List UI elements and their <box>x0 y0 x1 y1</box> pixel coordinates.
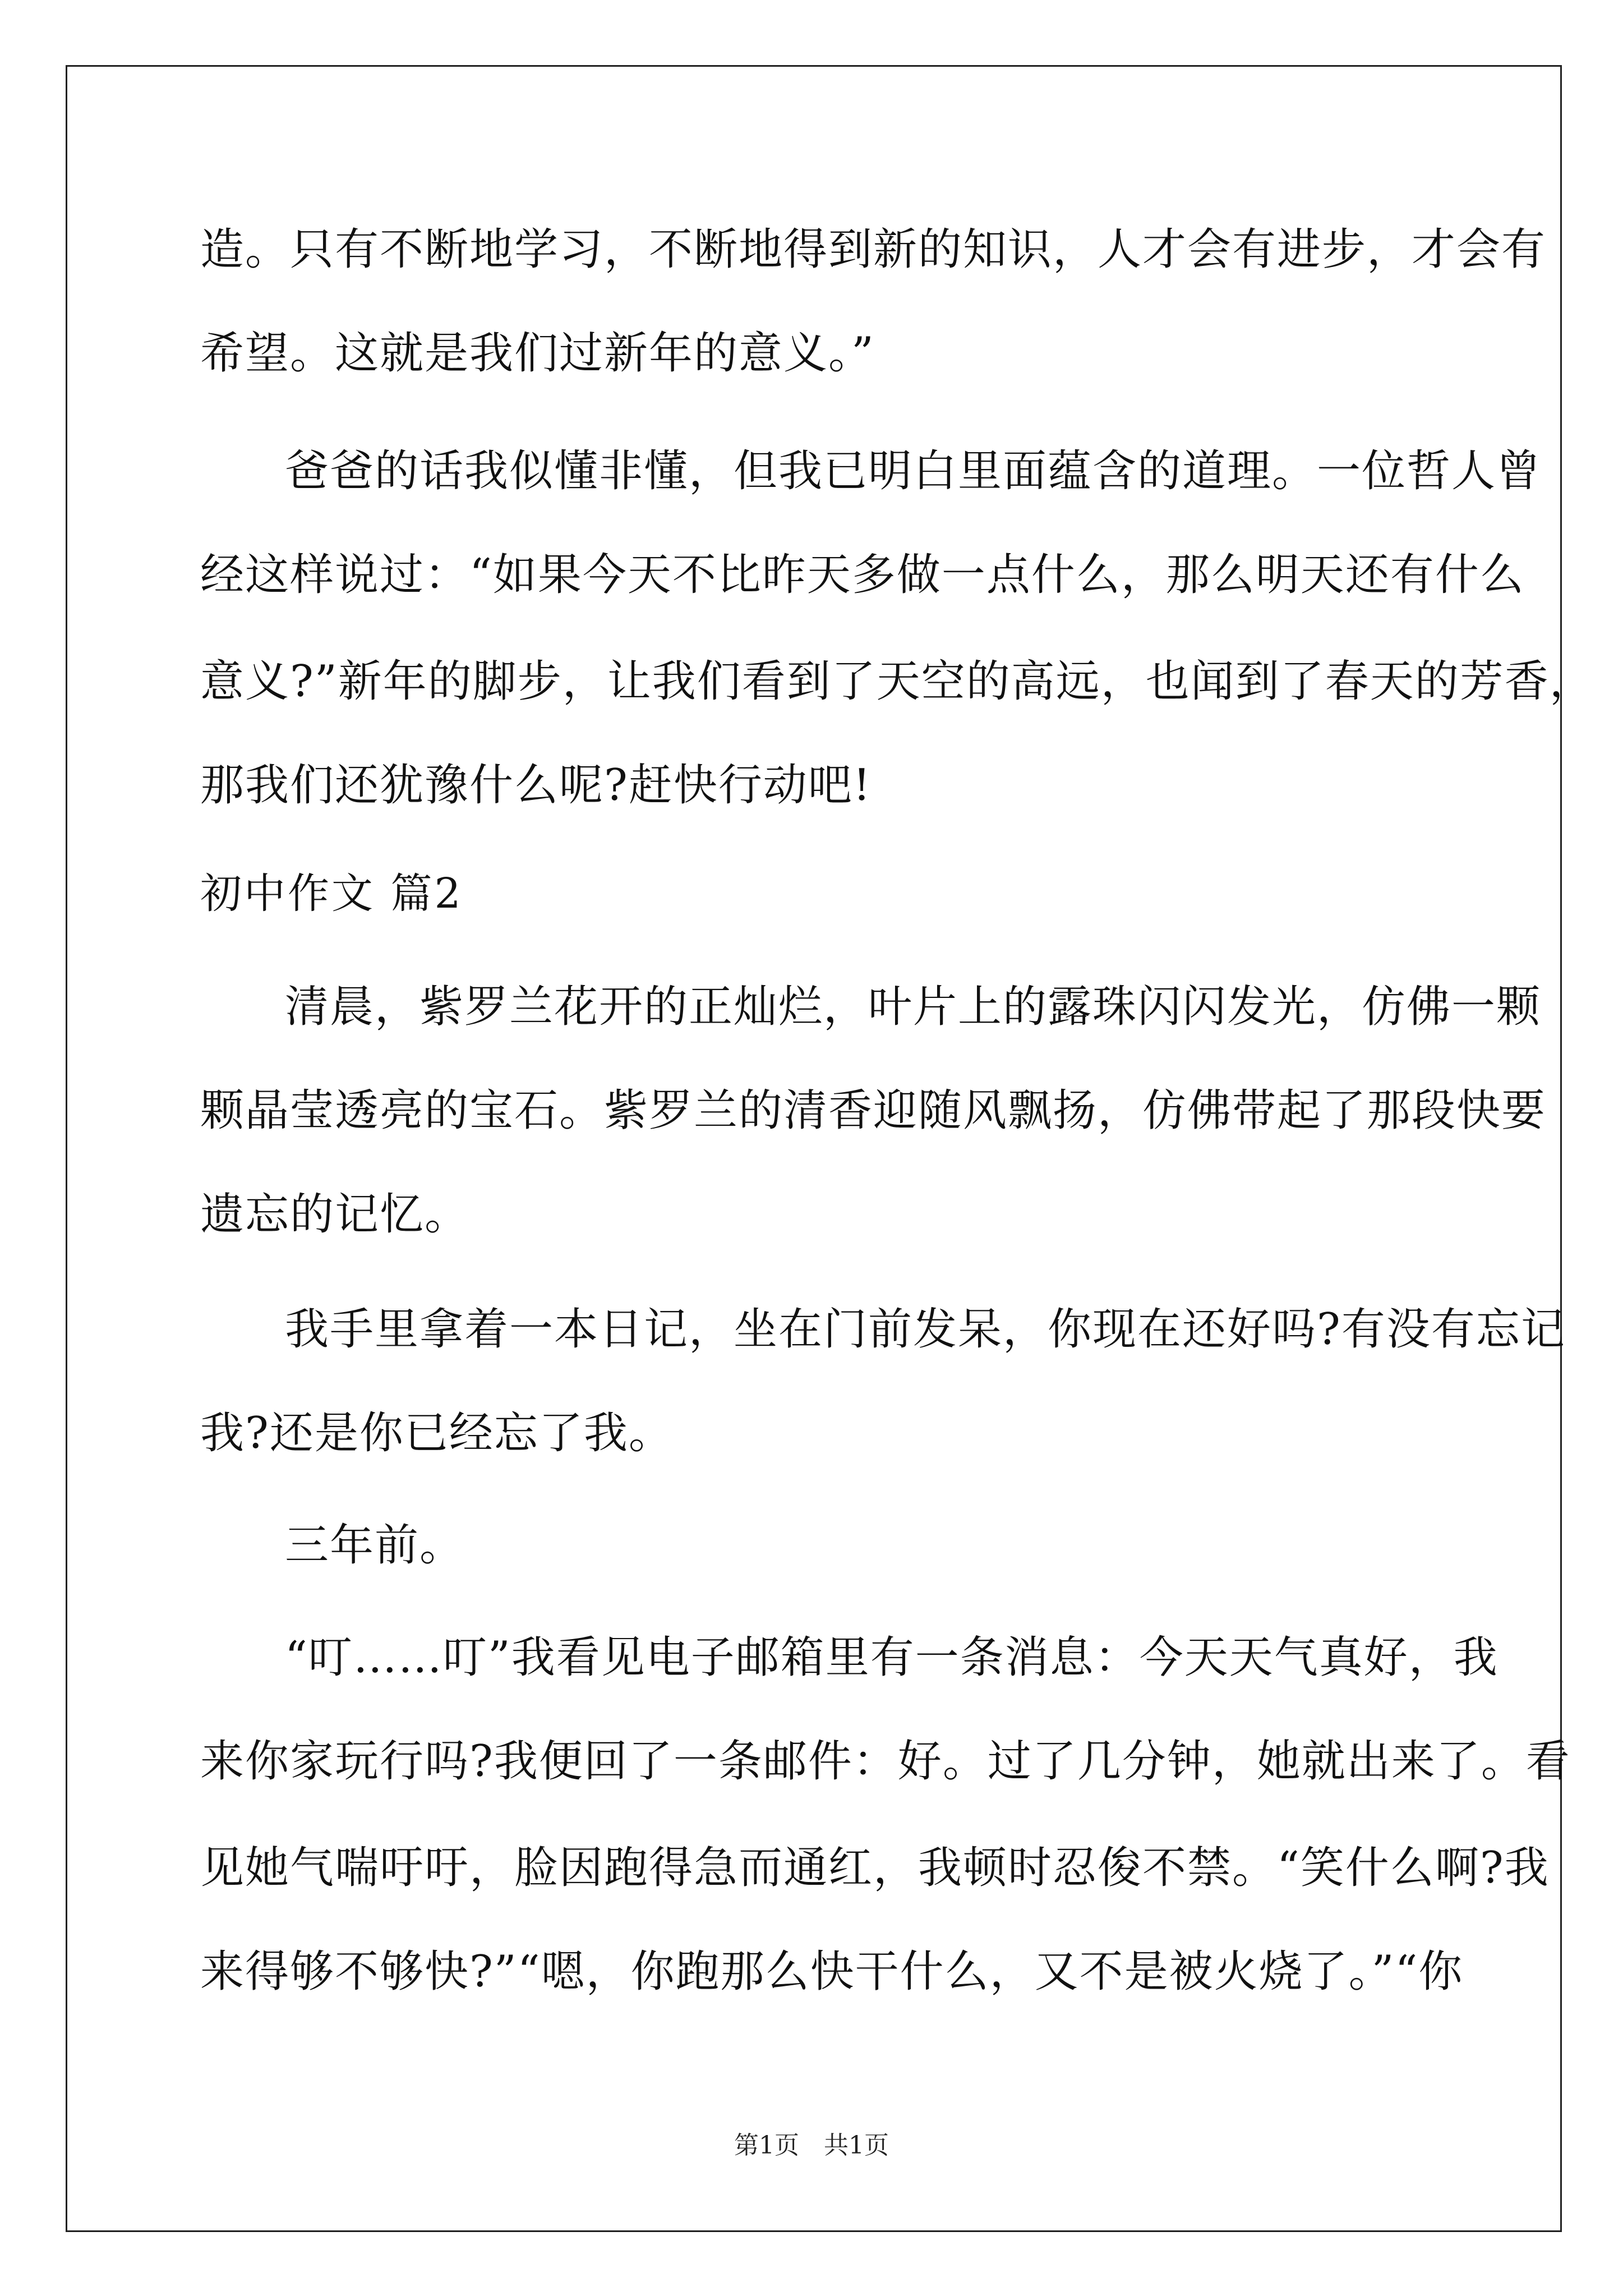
text-line: 我?还是你已经忘了我。 <box>200 1408 674 1458</box>
page-number: 第1页 共1页 <box>734 2131 889 2160</box>
text-line: 希望。这就是我们过新年的意义。” <box>200 328 875 379</box>
page-border <box>66 65 1562 2232</box>
text-line: 那我们还犹豫什么呢?赶快行动吧! <box>200 760 872 811</box>
text-line: 来你家玩行吗?我便回了一条邮件：好。过了几分钟，她就出来了。看 <box>200 1736 1571 1787</box>
text-line: 爸爸的话我似懂非懂，但我已明白里面蕴含的道理。一位哲人曾 <box>285 446 1542 496</box>
text-line: 意义?”新年的脚步，让我们看到了天空的高远，也闻到了春天的芳香， <box>200 656 1594 707</box>
text-line: 造。只有不断地学习，不断地得到新的知识，人才会有进步，才会有 <box>200 224 1547 275</box>
text-line: 见她气喘吁吁，脸因跑得急而通红，我顿时忍俊不禁。“笑什么啊?我 <box>200 1843 1550 1893</box>
text-line: 遗忘的记忆。 <box>200 1189 470 1240</box>
text-line: 经这样说过：“如果今天不比昨天多做一点什么，那么明天还有什么 <box>200 550 1525 600</box>
text-line: 三年前。 <box>285 1520 465 1571</box>
text-line: 来得够不够快?”“嗯，你跑那么快干什么，又不是被火烧了。”“你 <box>200 1947 1464 1997</box>
text-line: “叮……叮”我看见电子邮箱里有一条消息：今天天气真好，我 <box>285 1632 1498 1683</box>
text-line: 清晨，紫罗兰花开的正灿烂，叶片上的露珠闪闪发光，仿佛一颗 <box>285 982 1542 1032</box>
text-line: 颗晶莹透亮的宝石。紫罗兰的清香迎随风飘扬，仿佛带起了那段快要 <box>200 1085 1547 1136</box>
text-line: 我手里拿着一本日记，坐在门前发呆，你现在还好吗?有没有忘记 <box>285 1304 1566 1355</box>
section-heading: 初中作文 篇2 <box>200 869 463 918</box>
